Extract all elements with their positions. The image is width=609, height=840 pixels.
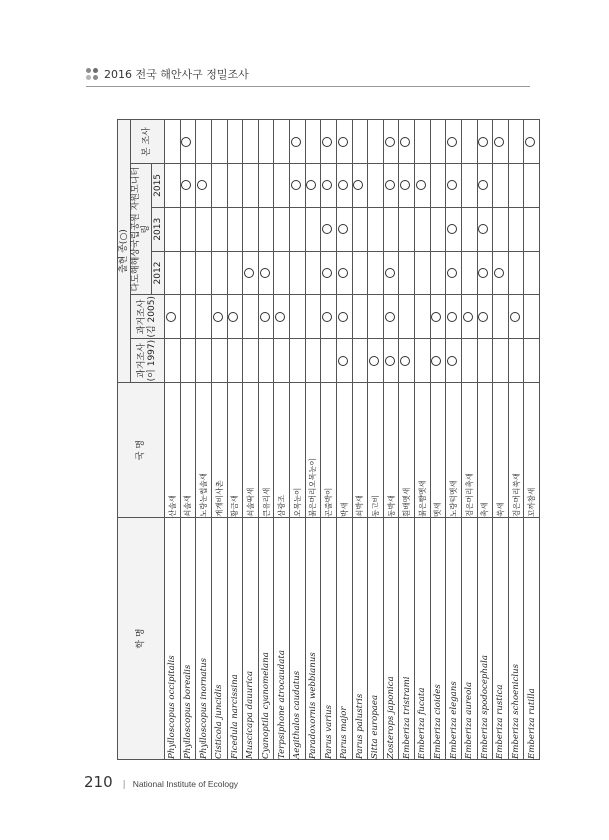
table-row <box>180 120 196 760</box>
presence-cell <box>508 339 524 383</box>
table-row <box>415 120 431 760</box>
presence-cell <box>368 295 384 339</box>
presence-circle-icon <box>447 356 457 366</box>
presence-circle-icon <box>494 137 504 147</box>
presence-cell <box>415 339 431 383</box>
scientific-name: Emberiza elegans <box>446 518 462 760</box>
presence-circle-icon <box>478 137 488 147</box>
presence-cell <box>196 207 212 251</box>
presence-circle-icon <box>478 312 488 322</box>
header-dot-3 <box>86 75 91 80</box>
presence-cell <box>274 120 290 164</box>
table-row <box>321 120 337 760</box>
presence-cell <box>165 339 181 383</box>
presence-circle-icon <box>447 312 457 322</box>
presence-circle-icon <box>322 224 332 234</box>
presence-circle-icon <box>181 137 191 147</box>
presence-circle-icon <box>338 137 348 147</box>
presence-cell <box>290 120 306 164</box>
presence-circle-icon <box>228 312 238 322</box>
presence-circle-icon <box>260 312 270 322</box>
table-row <box>383 120 399 760</box>
presence-cell <box>258 295 274 339</box>
presence-cell <box>290 207 306 251</box>
presence-cell <box>524 251 540 295</box>
header-title: 2016 전국 해안사구 정밀조사 <box>104 68 249 81</box>
presence-cell <box>196 164 212 208</box>
presence-cell <box>368 251 384 295</box>
presence-cell <box>524 164 540 208</box>
presence-cell <box>258 164 274 208</box>
presence-cell <box>180 251 196 295</box>
header-scientific-name: 학 명 <box>118 518 165 760</box>
presence-circle-icon <box>478 224 488 234</box>
presence-cell <box>305 251 321 295</box>
presence-cell <box>196 339 212 383</box>
presence-circle-icon <box>416 180 426 190</box>
presence-circle-icon <box>306 180 316 190</box>
table-row <box>461 120 477 760</box>
korean-name: 붉은머리오목눈이 <box>305 383 321 518</box>
presence-circle-icon <box>338 268 348 278</box>
table-row <box>368 120 384 760</box>
presence-cell <box>415 207 431 251</box>
table-row <box>258 120 274 760</box>
header-dot-1 <box>86 68 91 73</box>
presence-cell <box>352 164 368 208</box>
presence-cell <box>477 207 493 251</box>
presence-cell <box>508 164 524 208</box>
korean-name: 오목눈이 <box>290 383 306 518</box>
presence-cell <box>446 207 462 251</box>
presence-cell <box>211 251 227 295</box>
table-row <box>305 120 321 760</box>
presence-cell <box>336 251 352 295</box>
presence-cell <box>274 207 290 251</box>
presence-cell <box>446 164 462 208</box>
presence-cell <box>243 120 259 164</box>
scientific-name: Muscicapa dauurica <box>243 518 259 760</box>
presence-cell <box>243 295 259 339</box>
presence-cell <box>383 251 399 295</box>
presence-cell <box>477 251 493 295</box>
presence-cell <box>368 164 384 208</box>
table-row <box>446 120 462 760</box>
presence-cell <box>524 339 540 383</box>
presence-cell <box>336 295 352 339</box>
presence-cell <box>336 339 352 383</box>
presence-cell <box>524 120 540 164</box>
presence-circle-icon <box>400 137 410 147</box>
species-table <box>117 119 540 760</box>
presence-cell <box>211 295 227 339</box>
presence-cell <box>446 295 462 339</box>
korean-name: 큰유리새 <box>258 383 274 518</box>
table-row <box>493 120 509 760</box>
scientific-name: Emberiza aureola <box>461 518 477 760</box>
presence-cell <box>211 207 227 251</box>
presence-cell <box>165 207 181 251</box>
korean-name: 촉새 <box>477 383 493 518</box>
header-1997: 과거조사 (이 1997) <box>130 339 164 383</box>
presence-cell <box>180 207 196 251</box>
presence-cell <box>227 339 243 383</box>
presence-circle-icon <box>525 137 535 147</box>
presence-cell <box>477 295 493 339</box>
presence-circle-icon <box>338 356 348 366</box>
presence-cell <box>368 339 384 383</box>
korean-name: 박새 <box>336 383 352 518</box>
presence-cell <box>446 251 462 295</box>
header-group: 출현 종(○) <box>118 120 131 383</box>
presence-circle-icon <box>322 137 332 147</box>
presence-cell <box>430 339 446 383</box>
presence-cell <box>258 251 274 295</box>
korean-name: 황금새 <box>227 383 243 518</box>
presence-cell <box>258 120 274 164</box>
presence-cell <box>243 164 259 208</box>
presence-cell <box>399 120 415 164</box>
scientific-name: Ficedula narcissina <box>227 518 243 760</box>
page-header <box>86 66 249 82</box>
presence-cell <box>493 339 509 383</box>
presence-cell <box>352 120 368 164</box>
presence-cell <box>352 339 368 383</box>
presence-cell <box>477 120 493 164</box>
presence-circle-icon <box>166 312 176 322</box>
presence-cell <box>227 164 243 208</box>
table-row <box>243 120 259 760</box>
presence-circle-icon <box>338 180 348 190</box>
table-row <box>165 120 181 760</box>
korean-name: 멧새 <box>430 383 446 518</box>
presence-circle-icon <box>322 268 332 278</box>
presence-cell <box>211 339 227 383</box>
presence-cell <box>508 251 524 295</box>
presence-cell <box>415 164 431 208</box>
header-korean-name: 국 명 <box>118 383 165 518</box>
table-row <box>524 120 540 760</box>
presence-circle-icon <box>385 312 395 322</box>
presence-cell <box>415 251 431 295</box>
presence-cell <box>524 207 540 251</box>
presence-circle-icon <box>353 180 363 190</box>
korean-name: 쇠박새 <box>352 383 368 518</box>
presence-cell <box>461 164 477 208</box>
scientific-name: Terpsiphone atrocaudata <box>274 518 290 760</box>
header-2015: 2015 <box>152 164 165 208</box>
presence-cell <box>165 251 181 295</box>
presence-cell <box>430 251 446 295</box>
presence-circle-icon <box>431 356 441 366</box>
presence-cell <box>430 295 446 339</box>
table-row <box>430 120 446 760</box>
presence-cell <box>290 164 306 208</box>
presence-cell <box>336 120 352 164</box>
header-rule <box>86 86 530 87</box>
presence-circle-icon <box>494 268 504 278</box>
presence-cell <box>399 207 415 251</box>
presence-cell <box>227 120 243 164</box>
presence-cell <box>477 164 493 208</box>
presence-cell <box>305 339 321 383</box>
presence-circle-icon <box>181 180 191 190</box>
presence-cell <box>399 295 415 339</box>
presence-cell <box>180 164 196 208</box>
presence-cell <box>461 251 477 295</box>
presence-cell <box>321 339 337 383</box>
table-row <box>508 120 524 760</box>
scientific-name: Zosterops japonica <box>383 518 399 760</box>
presence-cell <box>165 164 181 208</box>
scientific-name: Parus varius <box>321 518 337 760</box>
presence-circle-icon <box>447 224 457 234</box>
korean-name: 쑥새 <box>493 383 509 518</box>
page-footer <box>84 773 238 791</box>
presence-cell <box>477 339 493 383</box>
presence-cell <box>399 164 415 208</box>
scientific-name: Phylloscopus inornatus <box>196 518 212 760</box>
presence-cell <box>196 251 212 295</box>
presence-cell <box>321 207 337 251</box>
presence-circle-icon <box>385 356 395 366</box>
presence-cell <box>290 251 306 295</box>
footer-organization: National Institute of Ecology <box>132 779 239 789</box>
scientific-name: Emberiza cioides <box>430 518 446 760</box>
presence-cell <box>227 251 243 295</box>
presence-cell <box>524 295 540 339</box>
presence-cell <box>352 207 368 251</box>
korean-name: 노랑눈썹솔새 <box>196 383 212 518</box>
scientific-name: Cisticola juncidis <box>211 518 227 760</box>
presence-circle-icon <box>322 312 332 322</box>
scientific-name: Aegithalos caudatus <box>290 518 306 760</box>
presence-cell <box>274 339 290 383</box>
presence-cell <box>243 251 259 295</box>
presence-circle-icon <box>322 180 332 190</box>
scientific-name: Cyanoptila cyanomelana <box>258 518 274 760</box>
header-2012: 2012 <box>152 251 165 295</box>
presence-cell <box>274 295 290 339</box>
footer-separator: | <box>122 780 126 790</box>
presence-circle-icon <box>385 180 395 190</box>
presence-cell <box>399 251 415 295</box>
presence-cell <box>446 339 462 383</box>
presence-cell <box>321 251 337 295</box>
presence-circle-icon <box>478 180 488 190</box>
presence-circle-icon <box>291 137 301 147</box>
page-number: 210 <box>84 773 113 791</box>
presence-circle-icon <box>447 180 457 190</box>
presence-cell <box>383 207 399 251</box>
korean-name: 흰배멧새 <box>399 383 415 518</box>
korean-name: 검은머리쑥새 <box>508 383 524 518</box>
presence-cell <box>211 120 227 164</box>
korean-name: 꼬까참새 <box>524 383 540 518</box>
presence-circle-icon <box>447 137 457 147</box>
header-dot-2 <box>93 68 98 73</box>
presence-circle-icon <box>369 356 379 366</box>
presence-cell <box>274 251 290 295</box>
scientific-name: Parus major <box>336 518 352 760</box>
presence-cell <box>508 120 524 164</box>
korean-name: 노랑턱멧새 <box>446 383 462 518</box>
presence-cell <box>211 164 227 208</box>
presence-cell <box>461 339 477 383</box>
presence-cell <box>243 207 259 251</box>
header-dots-icon <box>86 68 98 80</box>
presence-cell <box>383 164 399 208</box>
scientific-name: Emberiza schoeniclus <box>508 518 524 760</box>
scientific-name: Emberiza fucata <box>415 518 431 760</box>
korean-name: 산솔새 <box>165 383 181 518</box>
presence-cell <box>305 295 321 339</box>
presence-cell <box>305 164 321 208</box>
presence-cell <box>493 295 509 339</box>
presence-cell <box>321 295 337 339</box>
presence-cell <box>368 207 384 251</box>
korean-name: 동박새 <box>383 383 399 518</box>
presence-cell <box>180 295 196 339</box>
presence-cell <box>227 295 243 339</box>
presence-cell <box>274 164 290 208</box>
presence-cell <box>227 207 243 251</box>
presence-cell <box>383 339 399 383</box>
presence-circle-icon <box>291 180 301 190</box>
presence-cell <box>336 207 352 251</box>
scientific-name: Parus palustris <box>352 518 368 760</box>
korean-name: 검은머리촉새 <box>461 383 477 518</box>
presence-circle-icon <box>385 268 395 278</box>
scientific-name: Paradoxornis webbianus <box>305 518 321 760</box>
presence-cell <box>368 120 384 164</box>
presence-circle-icon <box>260 268 270 278</box>
korean-name: 삼광조 <box>274 383 290 518</box>
rotated-table-container <box>117 120 537 760</box>
scientific-name: Emberiza rustica <box>493 518 509 760</box>
presence-cell <box>493 251 509 295</box>
presence-cell <box>243 339 259 383</box>
presence-cell <box>430 207 446 251</box>
korean-name: 동고비 <box>368 383 384 518</box>
presence-cell <box>461 207 477 251</box>
presence-cell <box>383 120 399 164</box>
table-row <box>477 120 493 760</box>
korean-name: 쇠솔새 <box>180 383 196 518</box>
presence-cell <box>415 295 431 339</box>
header-monitoring: 다도해해상국립공원 자원모니터링 <box>130 164 152 295</box>
presence-cell <box>305 120 321 164</box>
table-row <box>196 120 212 760</box>
presence-cell <box>446 120 462 164</box>
presence-cell <box>258 339 274 383</box>
presence-cell <box>180 120 196 164</box>
presence-circle-icon <box>275 312 285 322</box>
species-table-frame <box>117 120 537 760</box>
presence-cell <box>430 120 446 164</box>
presence-cell <box>508 295 524 339</box>
presence-cell <box>196 295 212 339</box>
table-row <box>290 120 306 760</box>
presence-cell <box>508 207 524 251</box>
presence-cell <box>352 251 368 295</box>
scientific-name: Emberiza tristrami <box>399 518 415 760</box>
presence-circle-icon <box>463 312 473 322</box>
presence-circle-icon <box>447 268 457 278</box>
presence-circle-icon <box>400 356 410 366</box>
presence-cell <box>461 120 477 164</box>
scientific-name: Phylloscopus occipitalis <box>165 518 181 760</box>
presence-cell <box>399 339 415 383</box>
scientific-name: Phylloscopus borealis <box>180 518 196 760</box>
presence-cell <box>165 120 181 164</box>
header-this-survey: 본 조사 <box>130 120 164 164</box>
header-2013: 2013 <box>152 207 165 251</box>
header-2005: 과거조사 (김 2005) <box>130 295 164 339</box>
presence-circle-icon <box>213 312 223 322</box>
presence-cell <box>383 295 399 339</box>
presence-circle-icon <box>338 312 348 322</box>
table-row <box>227 120 243 760</box>
presence-cell <box>290 339 306 383</box>
presence-circle-icon <box>385 137 395 147</box>
presence-circle-icon <box>510 312 520 322</box>
presence-cell <box>180 339 196 383</box>
presence-cell <box>321 164 337 208</box>
presence-cell <box>305 207 321 251</box>
presence-circle-icon <box>478 268 488 278</box>
table-row <box>399 120 415 760</box>
presence-cell <box>336 164 352 208</box>
presence-circle-icon <box>197 180 207 190</box>
presence-cell <box>290 295 306 339</box>
table-row <box>211 120 227 760</box>
presence-cell <box>352 295 368 339</box>
korean-name: 쇠솔딱새 <box>243 383 259 518</box>
scientific-name: Emberiza rutilla <box>524 518 540 760</box>
presence-circle-icon <box>400 180 410 190</box>
table-row <box>352 120 368 760</box>
presence-cell <box>493 164 509 208</box>
presence-circle-icon <box>244 268 254 278</box>
presence-circle-icon <box>431 312 441 322</box>
presence-cell <box>196 120 212 164</box>
presence-cell <box>493 207 509 251</box>
presence-cell <box>415 120 431 164</box>
korean-name: 개개비사촌 <box>211 383 227 518</box>
header-dot-4 <box>93 75 98 80</box>
presence-circle-icon <box>338 224 348 234</box>
scientific-name: Emberiza spodocephala <box>477 518 493 760</box>
presence-cell <box>165 295 181 339</box>
presence-cell <box>430 164 446 208</box>
table-row <box>336 120 352 760</box>
presence-cell <box>321 120 337 164</box>
table-row <box>274 120 290 760</box>
scientific-name: Sitta europaea <box>368 518 384 760</box>
korean-name: 곤줄박이 <box>321 383 337 518</box>
presence-cell <box>258 207 274 251</box>
presence-cell <box>493 120 509 164</box>
presence-cell <box>461 295 477 339</box>
korean-name: 붉은뺨멧새 <box>415 383 431 518</box>
